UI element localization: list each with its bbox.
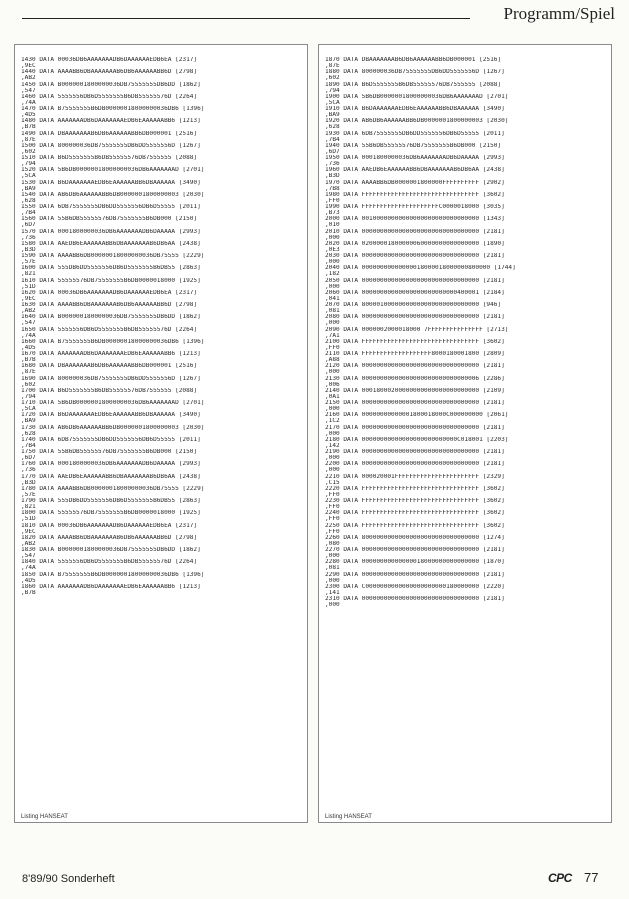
listing-line: ,041 bbox=[325, 295, 340, 302]
listing-line: 2140 DATA 00018000200000000000000000000000 [2109] bbox=[325, 387, 505, 394]
listing-line: 1970 DATA AAAABB6DB0000001800000FFFFFFFFFF [2902] bbox=[325, 179, 505, 186]
listing-line: 2310 DATA 00000000000000000000000000000000 [2181] bbox=[325, 596, 505, 602]
listing-line: ,FF0 bbox=[325, 504, 340, 511]
listing-line: ,736 bbox=[21, 234, 36, 241]
section-title: Programm/Spiel bbox=[503, 4, 615, 23]
listing-line: 1470 DATA B75555555B6DB00000018000000036DB6 [1396] bbox=[21, 106, 205, 112]
listing-line: 2260 DATA 80000000000000000000000000000000 [1274] bbox=[325, 534, 505, 541]
listing-line: 1930 DATA 6DB75555555DB6DD5555556DB6D55555 [2011] bbox=[325, 130, 505, 137]
listing-line: ,6D7 bbox=[21, 455, 36, 462]
listing-line: ,794 bbox=[325, 87, 340, 94]
listing-line: 2050 DATA 00000000000000000000000000000000 [2181] bbox=[325, 277, 505, 284]
listing-line: ,6D7 bbox=[325, 148, 340, 155]
listing-line: 2250 DATA FFFFFFFFFFFFFFFFFFFFFFFFFFFFFFFF [3602] bbox=[325, 522, 505, 529]
listing-line: 2010 DATA 00000000000000000000000000000000 [2181] bbox=[325, 228, 505, 235]
brand-logo: CPC bbox=[548, 871, 572, 885]
listing-line: ,5CA bbox=[325, 99, 340, 106]
listing-line: 1730 DATA AB6DB6AAAAAABB6DB0000001800000003 [2030] bbox=[21, 424, 205, 431]
listing-line: 1690 DATA 800000036DB75555555DB6DD5555556D [1267] bbox=[21, 375, 201, 382]
listing-line: ,7A1 bbox=[325, 332, 340, 339]
listing-line: ,000 bbox=[325, 602, 340, 609]
listing-line: ,000 bbox=[325, 259, 340, 266]
listing-line: 2080 DATA 00000000000000000000000000000000 [2181] bbox=[325, 314, 505, 321]
listing-line: 2020 DATA 02000001800000060000000000000000 [1890] bbox=[325, 240, 505, 247]
listing-line: 1660 DATA B75555555B6DB00000018000000036DB6 [1396] bbox=[21, 338, 205, 345]
listing-line: ,000 bbox=[325, 467, 340, 474]
listing-line: 2060 DATA 00000000000000000000000000400001 [2184] bbox=[325, 289, 505, 296]
listing-line: 2110 DATA FFFFFFFFFFFFFFFFFFF8000180001800 [2809] bbox=[325, 351, 505, 357]
listing-line: ,BA9 bbox=[21, 418, 36, 425]
listing-line: ,0A1 bbox=[325, 393, 340, 400]
listing-line: ,006 bbox=[325, 381, 340, 388]
listing-line: ,628 bbox=[325, 124, 340, 131]
listing-left bbox=[21, 57, 301, 596]
listing-line: ,0E3 bbox=[325, 246, 340, 253]
listing-line: ,141 bbox=[325, 589, 340, 596]
listing-line: 2230 DATA FFFFFFFFFFFFFFFFFFFFFFFFFFFFFFFF [3602] bbox=[325, 498, 505, 504]
listing-line: ,B3D bbox=[21, 479, 36, 486]
listing-line: ,74A bbox=[21, 565, 36, 572]
listing-line: ,000 bbox=[325, 234, 340, 241]
listing-line: ,A88 bbox=[325, 357, 340, 364]
listing-line: ,547 bbox=[21, 553, 36, 560]
listing-line: ,7B4 bbox=[21, 210, 36, 217]
listing-line: 1950 DATA 0001800000036DB6AAAAAAADB6DAAAAA [2993] bbox=[325, 155, 505, 161]
listing-line: 1760 DATA 0001800000036DB6AAAAAAADB6DAAAAA [2993] bbox=[21, 461, 201, 468]
listing-line: 1920 DATA AB6DB6AAAAAABB6DB0000001800000003 [2030] bbox=[325, 118, 509, 125]
listing-line: 1820 DATA AAAABB6DBAAAAAAAB6DB6AAAAAABB6D [2798] bbox=[21, 534, 198, 541]
listing-line: 1910 DATA B6DAAAAAAAEDB6EAAAAAABB6DBAAAAAA [3490] bbox=[325, 106, 505, 112]
listing-line: 2240 DATA FFFFFFFFFFFFFFFFFFFFFFFFFFFFFFFF [3602] bbox=[325, 510, 505, 517]
listing-line: 2000 DATA 00100000000000000000000000000000 [1343] bbox=[325, 216, 505, 223]
listing-column-right bbox=[318, 44, 612, 823]
listing-line: ,602 bbox=[21, 148, 36, 155]
listing-line: 2070 DATA 80000100000000000000000000000000 [946] bbox=[325, 302, 502, 308]
listing-line: 2190 DATA 00000000000000000000000000000000 [2181] bbox=[325, 449, 505, 455]
listing-line: 1890 DATA B6D5555555B6DB55555576DB7555555 [2088] bbox=[325, 81, 502, 88]
listing-label-left: Listing HANSEAT bbox=[21, 814, 68, 820]
listing-line: ,821 bbox=[21, 271, 36, 278]
listing-line: ,87E bbox=[325, 63, 340, 70]
listing-line: ,4D5 bbox=[21, 112, 36, 119]
listing-line: 1640 DATA B0000001800000036DB75555555DB6DD [1862] bbox=[21, 314, 201, 321]
listing-line: 1430 DATA 00036DB6AAAAAAADB6DAAAAAAEDB6EA [2317] bbox=[21, 57, 198, 63]
listing-line: 1980 DATA FFFFFFFFFFFFFFFFFFFFFFFFFFFFFFFF [3602] bbox=[325, 191, 505, 198]
listing-line: ,B7B bbox=[21, 124, 36, 131]
listing-line: 1860 DATA AAAAAAADB6DAAAAAAAEDB6EAAAAAABB6 [1213] bbox=[21, 583, 201, 590]
listing-line: 1460 DATA 5555556DB6D5555555B6DB55555576D [2264] bbox=[21, 93, 198, 100]
listing-line: ,9EC bbox=[21, 528, 36, 535]
listing-line: 1680 DATA DBAAAAAAAB6DB6AAAAAABB6DB000001 [2516] bbox=[21, 363, 198, 370]
listing-line: 2220 DATA FFFFFFFFFFFFFFFFFFFFFFFFFFFFFFFF [3602] bbox=[325, 485, 505, 492]
listing-line: ,142 bbox=[325, 442, 340, 449]
listing-line: 1480 DATA AAAAAAADB6DAAAAAAAEDB6EAAAAAABB6 [1213] bbox=[21, 118, 201, 125]
listing-line: 2200 DATA 00000000000000000000000000000000 [2181] bbox=[325, 461, 505, 468]
listing-line: 2120 DATA 00000000000000000000000000000000 [2181] bbox=[325, 363, 505, 370]
listing-line: 2300 DATA C0000000000000000000000180000000 [2220] bbox=[325, 583, 505, 590]
listing-line: 1990 DATA FFFFFFFFFFFFFFFFFFFFFC0000018000 [3035] bbox=[325, 204, 505, 210]
listing-line: ,5CA bbox=[21, 173, 36, 180]
listing-column-left bbox=[14, 44, 308, 823]
listing-line: 1540 DATA AB6DB6AAAAAABB6DB0000001800000003 [2030] bbox=[21, 191, 205, 198]
listing-line: ,000 bbox=[325, 455, 340, 462]
listing-line: 1520 DATA 5B6DB00000018000000036DB6AAAAAAAD [2701] bbox=[21, 167, 205, 174]
listing-line: ,4D5 bbox=[21, 577, 36, 584]
listing-line: ,BA9 bbox=[325, 112, 340, 119]
listing-line: ,6D7 bbox=[21, 222, 36, 229]
listing-line: ,000 bbox=[325, 283, 340, 290]
listing-line: ,602 bbox=[325, 75, 340, 82]
listing-line: 1600 DATA 555DB6DD5555556DB6D5555555B6DB55 [2863] bbox=[21, 265, 201, 272]
listing-line: ,9EC bbox=[21, 295, 36, 302]
listing-line: ,87E bbox=[21, 136, 36, 143]
listing-line: 1530 DATA B6DAAAAAAAEDB6EAAAAAABB6DBAAAAAA [3490] bbox=[21, 179, 201, 186]
listing-line: 2280 DATA 00000000000000018000000000000000 [1870] bbox=[325, 559, 505, 566]
listing-line: ,AB2 bbox=[21, 75, 36, 82]
listing-line: ,B7B bbox=[21, 589, 36, 596]
listing-line: 1620 DATA 00036DB6AAAAAAADB6DAAAAAAEDB6EA [2317] bbox=[21, 289, 198, 296]
listing-line: 2030 DATA 00000000000000000000000000000000 [2181] bbox=[325, 253, 505, 259]
listing-line: 1610 DATA 55555576DB75555555B6DB0000018000 [1925] bbox=[21, 277, 201, 284]
listing-line: ,57E bbox=[21, 491, 36, 498]
listing-line: 1560 DATA 55B6DB55555576DB75555555B6DB000 [2150] bbox=[21, 216, 198, 223]
listing-line: 1740 DATA 6DB75555555DB6DD5555556DB6D55555 [2011] bbox=[21, 436, 201, 443]
listing-line: ,FF0 bbox=[325, 516, 340, 523]
listing-line: ,000 bbox=[325, 320, 340, 327]
listing-label-right: Listing HANSEAT bbox=[325, 814, 372, 820]
listing-line: 1580 DATA AAEDB6EAAAAAABB6DBAAAAAAAB6DB6AA [2438] bbox=[21, 240, 201, 247]
listing-line: ,081 bbox=[325, 308, 340, 315]
listing-line: ,602 bbox=[21, 381, 36, 388]
listing-line: ,AB2 bbox=[21, 540, 36, 547]
listing-line: 1440 DATA AAAABB6DBAAAAAAAB6DB6AAAAAABB6D [2798] bbox=[21, 69, 198, 76]
listing-line: 2180 DATA 00000000000000000000000000C018001 [2203] bbox=[325, 436, 509, 443]
listing-line: ,FF0 bbox=[325, 197, 340, 204]
listing-line: ,9EC bbox=[21, 63, 36, 70]
listing-line: 1940 DATA 55B6DB55555576DB75555555B6DB000 [2150] bbox=[325, 142, 502, 149]
listing-line: ,74A bbox=[21, 332, 36, 339]
listing-line: ,7B4 bbox=[21, 442, 36, 449]
listing-line: ,010 bbox=[325, 222, 340, 229]
listing-line: ,000 bbox=[325, 369, 340, 376]
listing-line: ,87E bbox=[21, 369, 36, 376]
listing-line: 1790 DATA 555DB6DD5555556DB6D5555555B6DB55 [2863] bbox=[21, 498, 201, 504]
listing-line: 2270 DATA 00000000000000000000000000000000 [2181] bbox=[325, 547, 505, 553]
listing-line: ,B73 bbox=[325, 210, 340, 217]
listing-line: 2100 DATA FFFFFFFFFFFFFFFFFFFFFFFFFFFFFFFF [3602] bbox=[325, 338, 505, 345]
listing-line: 2090 DATA 0000002000018000 7FFFFFFFFFFFFFFF [2713] bbox=[325, 326, 509, 333]
listing-line: 2210 DATA 000020001FFFFFFFFFFFFFFFFFFFFFFF [2329] bbox=[325, 473, 505, 480]
listing-line: ,628 bbox=[21, 430, 36, 437]
listing-line: 2150 DATA 00000000000000000000000000000000 [2181] bbox=[325, 400, 505, 406]
listing-line: 1630 DATA AAAABB6DBAAAAAAAB6DB6AAAAAABB6D [2798] bbox=[21, 302, 198, 308]
listing-line: 1590 DATA AAAABB6DB00000018000000036DB75555 [2229] bbox=[21, 253, 205, 259]
listing-line: 2160 DATA 00000000000001800018000C000000000 [2061] bbox=[325, 412, 509, 419]
listing-line: ,736 bbox=[21, 467, 36, 474]
listing-line: 1800 DATA 55555576DB75555555B6DB0000018000 [1925] bbox=[21, 510, 201, 517]
listing-line: 1770 DATA AAEDB6EAAAAAABB6DBAAAAAAAB6DB6AA [2438] bbox=[21, 473, 201, 480]
listing-line: 1870 DATA DBAAAAAAAB6DB6AAAAAABB6DB000001 [2516] bbox=[325, 57, 502, 63]
listing-line: 1880 DATA 800000036DB75555555DB6DD5555556D [1267] bbox=[325, 69, 505, 76]
listing-line: ,080 bbox=[325, 540, 340, 547]
listing-line: 1710 DATA 5B6DB00000018000000036DB6AAAAAAAD [2701] bbox=[21, 400, 205, 406]
listing-line: ,B3D bbox=[21, 246, 36, 253]
listing-line: ,794 bbox=[21, 161, 36, 168]
listing-line: ,000 bbox=[325, 406, 340, 413]
page-number: 77 bbox=[584, 870, 599, 885]
listing-line: 1700 DATA B6D5555555B6DB55555576DB7555555 [2088] bbox=[21, 387, 198, 394]
listing-line: 1780 DATA AAAABB6DB00000018000000036DB75555 [2229] bbox=[21, 485, 205, 492]
listing-line: 1550 DATA 6DB75555555DB6DD5555556DB6D55555 [2011] bbox=[21, 204, 201, 210]
listing-line: 1810 DATA 00036DB6AAAAAAADB6DAAAAAAEDB6EA [2317] bbox=[21, 522, 198, 529]
listing-line: 1830 DATA B0000001800000036DB75555555DB6DD [1862] bbox=[21, 547, 201, 553]
listing-right bbox=[325, 57, 605, 608]
listing-line: 2130 DATA 00000000000000000000000000000006 [2286] bbox=[325, 375, 505, 382]
issue-label: 8'89/90 Sonderheft bbox=[22, 873, 115, 885]
listing-line: 1900 DATA 5B6DB00000018000000036DB6AAAAAAAD [2701] bbox=[325, 93, 509, 100]
listing-line: ,000 bbox=[325, 553, 340, 560]
listing-line: 1850 DATA B75555555B6DB00000018000000036DB6 [1396] bbox=[21, 571, 205, 578]
listing-line: 1750 DATA 55B6DB55555576DB75555555B6DB000 [2150] bbox=[21, 449, 198, 455]
listing-line: ,081 bbox=[325, 565, 340, 572]
listing-line: ,AB2 bbox=[21, 308, 36, 315]
listing-line: ,547 bbox=[21, 87, 36, 94]
listing-line: ,182 bbox=[325, 271, 340, 278]
listing-line: ,000 bbox=[325, 577, 340, 584]
listing-line: ,7B4 bbox=[325, 136, 340, 143]
listing-line: 1500 DATA 800000036DB75555555DB6DD5555556D [1267] bbox=[21, 142, 201, 149]
listing-line: ,57E bbox=[21, 259, 36, 266]
listing-line: 1570 DATA 0001800000036DB6AAAAAAADB6DAAAAA [2993] bbox=[21, 228, 201, 235]
listing-line: ,4D5 bbox=[21, 344, 36, 351]
listing-line: 1840 DATA 5555556DB6D5555555B6DB55555576D [2264] bbox=[21, 559, 198, 566]
listing-line: ,821 bbox=[21, 504, 36, 511]
listing-line: ,C15 bbox=[325, 479, 340, 486]
listing-line: 2040 DATA 00000000000000018000018000000800000 [1744] bbox=[325, 265, 516, 272]
listing-line: ,B3D bbox=[325, 173, 340, 180]
listing-line: ,628 bbox=[21, 197, 36, 204]
listing-line: 1650 DATA 5555556DB6D5555555B6DB55555576D [2264] bbox=[21, 326, 198, 333]
listing-line: ,FF0 bbox=[325, 344, 340, 351]
listing-line: ,B7B bbox=[21, 357, 36, 364]
listing-line: ,547 bbox=[21, 320, 36, 327]
listing-line: ,FF0 bbox=[325, 491, 340, 498]
listing-line: ,736 bbox=[325, 161, 340, 168]
listing-line: ,5CA bbox=[21, 406, 36, 413]
listing-line: 2170 DATA 00000000000000000000000000000000 [2181] bbox=[325, 424, 505, 431]
listing-line: ,794 bbox=[21, 393, 36, 400]
header-rule bbox=[22, 18, 470, 19]
listing-line: ,FF0 bbox=[325, 528, 340, 535]
listing-line: ,000 bbox=[325, 430, 340, 437]
listing-line: ,51D bbox=[21, 516, 36, 523]
listing-line: ,1C2 bbox=[325, 418, 340, 425]
listing-line: 1720 DATA B6DAAAAAAAEDB6EAAAAAABB6DBAAAAAA [3490] bbox=[21, 412, 201, 419]
listing-line: ,74A bbox=[21, 99, 36, 106]
listing-line: ,BA9 bbox=[21, 185, 36, 192]
listing-line: ,51D bbox=[21, 283, 36, 290]
listing-line: 1670 DATA AAAAAAADB6DAAAAAAAEDB6EAAAAAABB6 [1213] bbox=[21, 351, 201, 357]
listing-line: ,7B8 bbox=[325, 185, 340, 192]
listing-line: 1450 DATA B0000001800000036DB75555555DB6DD [1862] bbox=[21, 81, 201, 88]
listing-line: 1510 DATA B6D5555555B6DB55555576DB7555555 [2088] bbox=[21, 155, 198, 161]
listing-line: 1490 DATA DBAAAAAAAB6DB6AAAAAABB6DB000001 [2516] bbox=[21, 130, 198, 137]
listing-line: 1960 DATA AAEDB6EAAAAAABB6DBAAAAAAAB6DB6AA [2438] bbox=[325, 167, 505, 174]
listing-line: 2290 DATA 00000000000000000000000000000000 [2181] bbox=[325, 571, 505, 578]
